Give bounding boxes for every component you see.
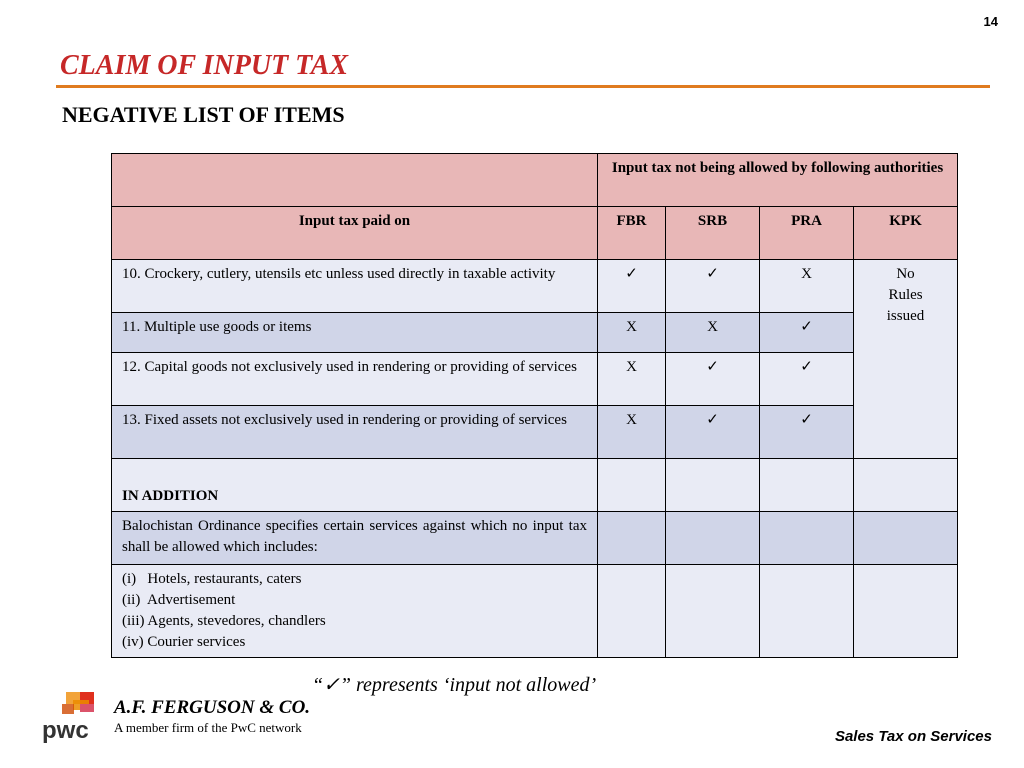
list-item: (ii) Advertisement (122, 592, 236, 608)
pwc-logo (40, 690, 110, 745)
column-header-kpk: KPK (854, 207, 958, 260)
empty-cell (760, 512, 854, 565)
footer-title: Sales Tax on Services (834, 728, 992, 745)
row-srb-mark: ✓ (666, 353, 760, 406)
row-pra-mark: ✓ (760, 353, 854, 406)
empty-cell (760, 565, 854, 658)
firm-subtitle: A member firm of the PwC network (114, 720, 302, 735)
title-divider (56, 85, 990, 88)
empty-cell (760, 459, 854, 512)
table-row (112, 260, 958, 313)
kpk-note-line: Rules (888, 287, 923, 303)
slide-title: CLAIM OF INPUT TAX (60, 50, 349, 81)
negative-list-table (111, 153, 958, 658)
empty-cell (598, 512, 666, 565)
row-srb-mark: ✓ (666, 260, 760, 313)
table-column-header-row (112, 207, 958, 260)
services-list (112, 565, 598, 658)
row-srb-mark: ✓ (666, 406, 760, 459)
empty-cell (854, 459, 958, 512)
page-number: 14 (983, 14, 998, 29)
table-row (112, 313, 958, 353)
list-item: (i) Hotels, restaurants, caters (122, 571, 302, 587)
empty-cell (854, 512, 958, 565)
authorities-group-header: Input tax not being allowed by following authorities (598, 154, 958, 207)
logo-text: pwc (42, 717, 89, 744)
row-pra-mark: X (760, 260, 854, 313)
balochistan-text: Balochistan Ordinance specifies certain services against which no input tax shall be allowed which includes: (112, 512, 598, 565)
empty-cell (598, 565, 666, 658)
table-group-header-row (112, 154, 958, 207)
list-item: (iv) Courier services (122, 634, 246, 650)
empty-cell (854, 565, 958, 658)
empty-cell (666, 512, 760, 565)
table-row (112, 406, 958, 459)
table-row (112, 353, 958, 406)
column-header-pra: PRA (760, 207, 854, 260)
firm-name: A.F. FERGUSON & CO. (114, 697, 311, 718)
row-srb-mark: X (666, 313, 760, 353)
in-addition-label: IN ADDITION (112, 459, 598, 512)
row-item: 11. Multiple use goods or items (112, 313, 598, 353)
in-addition-row (112, 459, 958, 512)
row-pra-mark: ✓ (760, 313, 854, 353)
column-header-fbr: FBR (598, 207, 666, 260)
row-pra-mark: ✓ (760, 406, 854, 459)
empty-cell (598, 459, 666, 512)
column-header-item: Input tax paid on (112, 207, 598, 260)
kpk-note-line: No (896, 266, 915, 282)
empty-cell (666, 565, 760, 658)
row-fbr-mark: ✓ (598, 260, 666, 313)
empty-header-cell (112, 154, 598, 207)
column-header-srb: SRB (666, 207, 760, 260)
legend-note: “✓” represents ‘input not allowed’ (312, 674, 597, 696)
list-item: (iii) Agents, stevedores, chandlers (122, 613, 326, 629)
row-item: 13. Fixed assets not exclusively used in rendering or providing of services (112, 406, 598, 459)
slide-subtitle: NEGATIVE LIST OF ITEMS (62, 102, 345, 127)
services-row (112, 565, 958, 658)
row-fbr-mark: X (598, 313, 666, 353)
row-fbr-mark: X (598, 406, 666, 459)
row-fbr-mark: X (598, 353, 666, 406)
row-item: 12. Capital goods not exclusively used in rendering or providing of services (112, 353, 598, 406)
empty-cell (666, 459, 760, 512)
kpk-no-rules-cell (854, 260, 958, 459)
kpk-note-line: issued (886, 308, 925, 324)
row-item: 10. Crockery, cutlery, utensils etc unless used directly in taxable activity (112, 260, 598, 313)
balochistan-row (112, 512, 958, 565)
